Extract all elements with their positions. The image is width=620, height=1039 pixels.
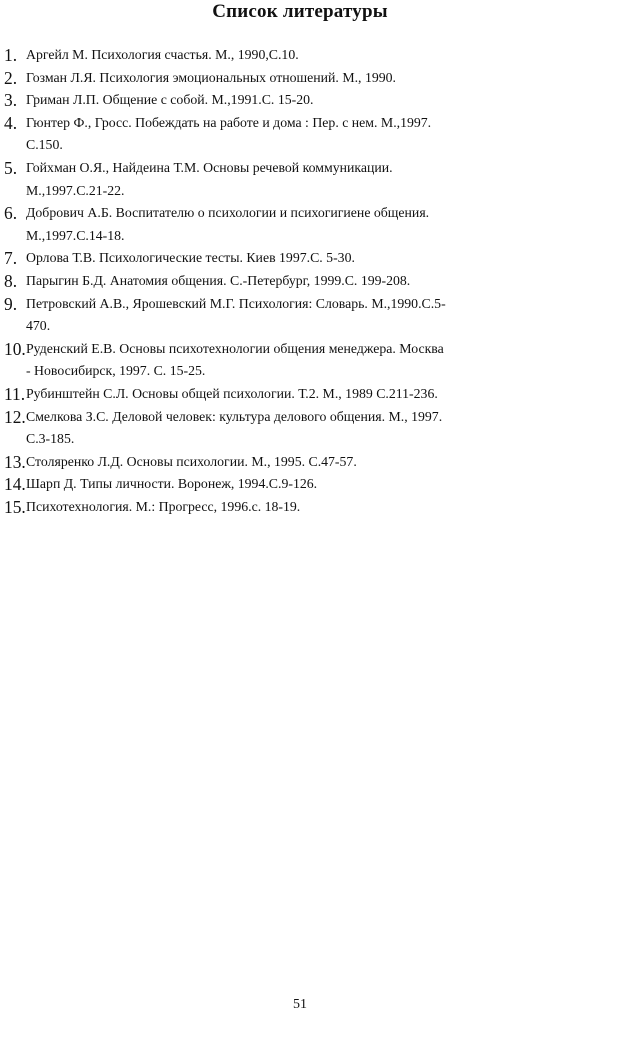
reference-item	[4, 338, 620, 383]
reference-text	[26, 202, 620, 247]
reference-number: 1.	[4, 45, 18, 65]
reference-item	[4, 383, 620, 406]
reference-line: 470.	[26, 318, 51, 334]
reference-line: Орлова Т.В. Психологические тесты. Киев 1997.С. 5-30.	[26, 250, 355, 266]
reference-text	[26, 67, 620, 90]
reference-number: 5.	[4, 157, 18, 178]
reference-line: Рубинштейн С.Л. Основы общей психологии. Т.2. М., 1989 С.211-236.	[26, 385, 438, 401]
reference-item	[4, 406, 620, 451]
reference-item	[4, 247, 620, 270]
reference-number: 13.	[4, 451, 26, 472]
reference-line: М.,1997.С.21-22.	[26, 182, 125, 198]
reference-number: 3.	[4, 90, 18, 111]
reference-number: 12.	[4, 406, 26, 427]
reference-line: Парыгин Б.Д. Анатомия общения. С.-Петербург, 1999.С. 199-208.	[26, 272, 411, 288]
reference-text	[26, 406, 620, 451]
reference-item	[4, 44, 620, 67]
reference-item	[4, 270, 620, 293]
reference-item	[4, 496, 620, 519]
reference-item	[4, 202, 620, 247]
reference-text	[26, 270, 620, 293]
reference-list	[4, 44, 620, 518]
reference-item	[4, 157, 620, 202]
reference-text	[26, 89, 620, 112]
reference-line: Гозман Л.Я. Психология эмоциональных отношений. М., 1990.	[26, 69, 396, 85]
reference-number: 4.	[4, 112, 18, 133]
reference-item	[4, 451, 620, 474]
reference-text	[26, 451, 620, 474]
reference-number: 10.	[4, 338, 26, 359]
reference-item	[4, 473, 620, 496]
reference-line: Петровский А.В., Ярошевский М.Г. Психология: Словарь. М.,1990.С.5-	[26, 295, 446, 311]
reference-line: Смелкова З.С. Деловой человек: культура делового общения. М., 1997.	[26, 408, 443, 424]
reference-text	[26, 247, 620, 270]
reference-number: 6.	[4, 203, 18, 224]
reference-text	[26, 496, 620, 519]
reference-number: 15.	[4, 496, 26, 517]
reference-line: Столяренко Л.Д. Основы психологии. М., 1995. С.47-57.	[26, 453, 357, 469]
page-title: Список литературы	[212, 1, 388, 22]
reference-text	[26, 473, 620, 496]
reference-text	[26, 383, 620, 406]
reference-item	[4, 67, 620, 90]
reference-item	[4, 112, 620, 157]
reference-line: Гюнтер Ф., Гросс. Побеждать на работе и дома : Пер. с нем. М.,1997.	[26, 114, 432, 130]
reference-line: С.3-185.	[26, 431, 75, 447]
reference-text	[26, 293, 620, 338]
reference-number: 2.	[4, 67, 18, 88]
reference-line: М.,1997.С.14-18.	[26, 227, 125, 243]
reference-line: Шарп Д. Типы личности. Воронеж, 1994.С.9-126.	[26, 476, 318, 492]
reference-number: 11.	[4, 383, 26, 404]
reference-line: Аргейл М. Психология счастья. М., 1990,С.10.	[26, 47, 299, 62]
reference-line: Психотехнология. М.: Прогресс, 1996.с. 18-19.	[26, 498, 301, 514]
reference-text	[26, 44, 620, 67]
page-number: 51	[293, 997, 307, 1012]
reference-number: 7.	[4, 248, 18, 269]
reference-number: 14.	[4, 474, 26, 495]
reference-item	[4, 89, 620, 112]
reference-line: Гриман Л.П. Общение с собой. М.,1991.С. 15-20.	[26, 92, 314, 108]
reference-number: 9.	[4, 293, 18, 314]
reference-line: С.150.	[26, 137, 63, 153]
reference-line: Руденский Е.В. Основы психотехнологии общения менеджера. Москва	[26, 340, 444, 356]
reference-number: 8.	[4, 270, 18, 291]
reference-line: Добрович А.Б. Воспитателю о психологии и психогигиене общения.	[26, 205, 430, 221]
reference-line: - Новосибирск, 1997. С. 15-25.	[26, 363, 206, 379]
reference-text	[26, 338, 620, 383]
reference-line: Гойхман О.Я., Найдеина Т.М. Основы речевой коммуникации.	[26, 159, 393, 175]
reference-item	[4, 293, 620, 338]
reference-text	[26, 157, 620, 202]
reference-text	[26, 112, 620, 157]
